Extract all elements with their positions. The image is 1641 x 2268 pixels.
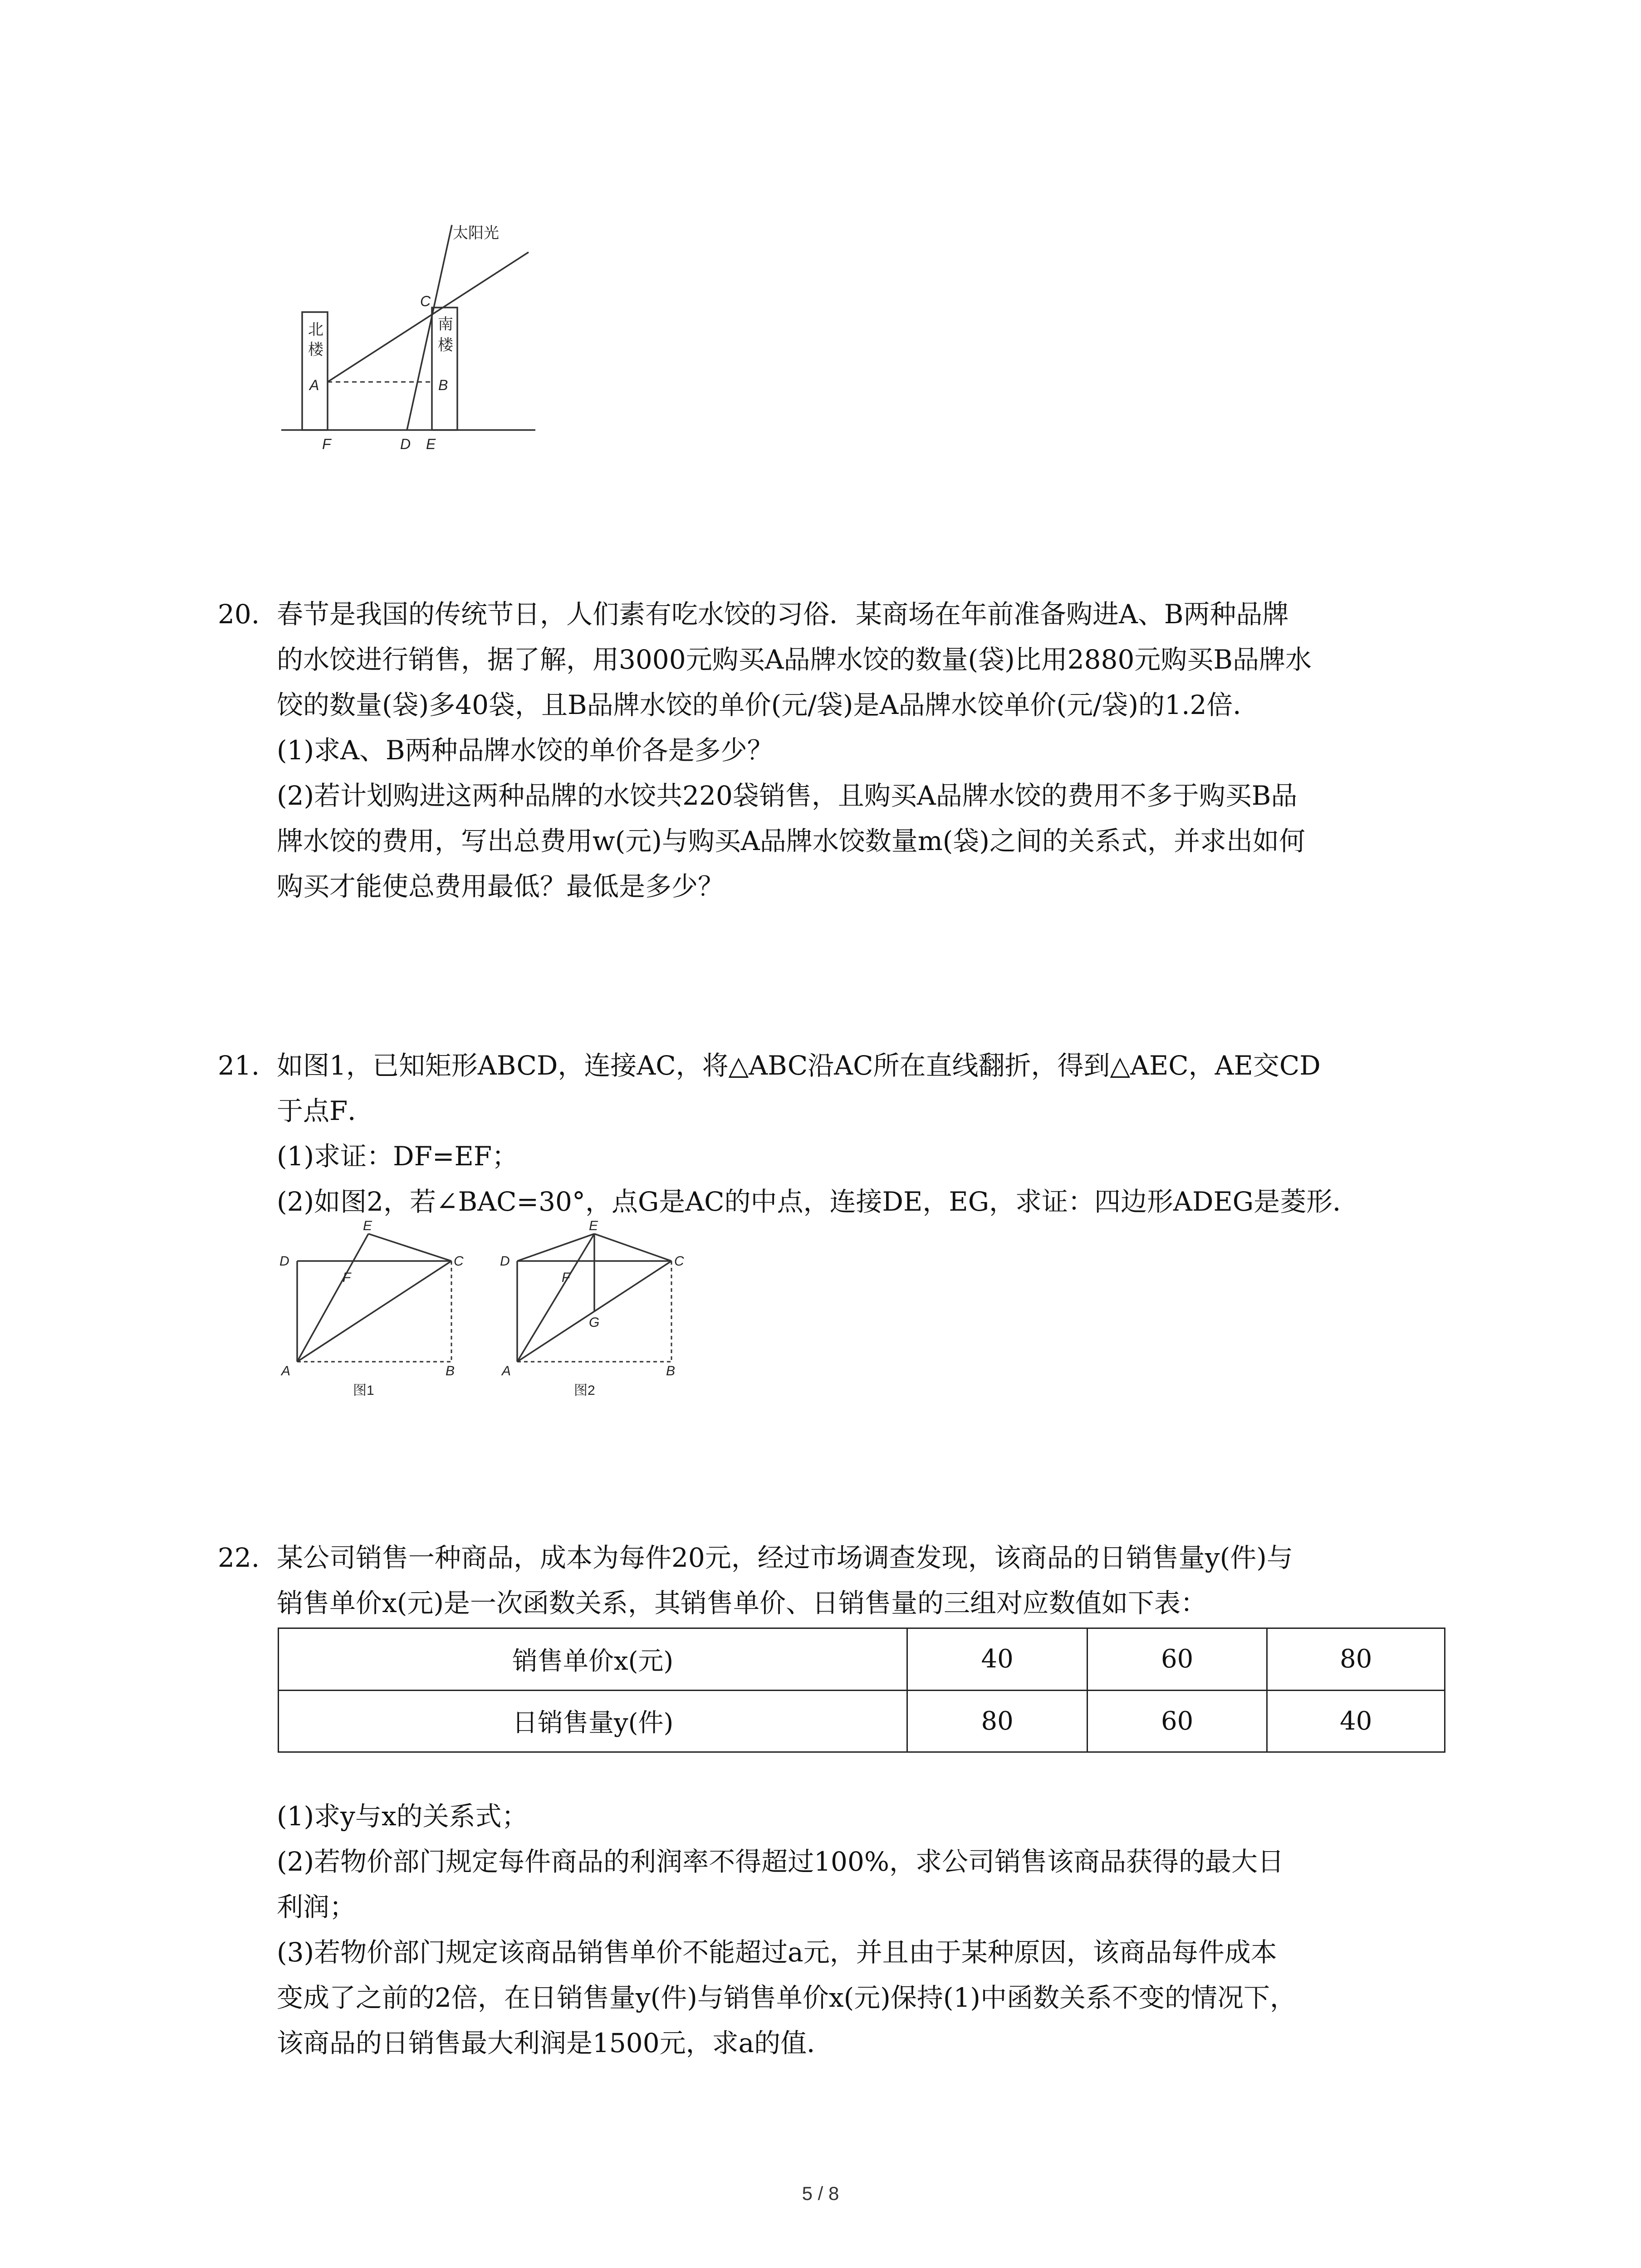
fig2-segment-ec	[594, 1234, 671, 1261]
fig2-label-c: C	[674, 1254, 684, 1269]
q21-line-2: 于点F．	[277, 1095, 374, 1126]
sun-ray-upper	[328, 252, 529, 382]
table-row-header: 日销售量y(件)	[279, 1690, 907, 1752]
table-cell: 60	[1087, 1628, 1267, 1691]
fig2-segment-de	[517, 1234, 594, 1261]
q20-number: 20.	[218, 599, 260, 630]
q22-part-2-line-1: (2)若物价部门规定每件商品的利润率不得超过100%，求公司销售该商品获得的最大日	[277, 1846, 1284, 1877]
south-building-char2: 楼	[438, 337, 453, 354]
fig1-caption: 图1	[353, 1383, 374, 1398]
north-building-char1: 北	[308, 321, 323, 338]
fig2-label-f: F	[562, 1270, 570, 1285]
figure-1-rectangle-fold	[272, 1220, 472, 1402]
point-label-b: B	[438, 377, 448, 393]
fig1-segment-ec	[368, 1234, 451, 1261]
q21-number: 21.	[218, 1050, 260, 1081]
q22-part-1: (1)求y与x的关系式；	[277, 1801, 528, 1832]
q21-part-1: (1)求证：DF=EF；	[277, 1141, 519, 1172]
point-label-e: E	[426, 436, 436, 452]
fig2-caption: 图2	[574, 1383, 595, 1398]
q20-line-1: 春节是我国的传统节日，人们素有吃水饺的习俗．某商场在年前准备购进A、B两种品牌	[277, 599, 1289, 630]
fig1-label-c: C	[454, 1254, 464, 1269]
fig1-label-d: D	[279, 1254, 289, 1269]
table-cell: 80	[1267, 1628, 1445, 1691]
q20-part-2-line-1: (2)若计划购进这两种品牌的水饺共220袋销售，且购买A品牌水饺的费用不多于购买B品	[277, 780, 1298, 811]
fig1-label-a: A	[281, 1364, 291, 1378]
figure-2-rhombus	[495, 1220, 694, 1402]
fig2-label-d: D	[500, 1254, 510, 1269]
page-number: 5 / 8	[802, 2183, 839, 2204]
south-building-char1: 南	[438, 316, 453, 333]
table-row-header: 销售单价x(元)	[279, 1628, 907, 1691]
fig2-label-e: E	[589, 1220, 598, 1233]
fig1-segment-ae	[297, 1234, 368, 1362]
q20-line-3: 饺的数量(袋)多40袋，且B品牌水饺的单价(元/袋)是A品牌水饺单价(元/袋)的1.2倍．	[277, 689, 1259, 720]
q22-part-3-line-1: (3)若物价部门规定该商品销售单价不能超过a元，并且由于某种原因，该商品每件成本	[277, 1937, 1277, 1968]
table-cell: 40	[907, 1628, 1087, 1691]
q20-part-1: (1)求A、B两种品牌水饺的单价各是多少？	[277, 735, 774, 766]
sunlight-label: 太阳光	[453, 225, 499, 242]
table-cell: 60	[1087, 1690, 1267, 1752]
table-cell: 40	[1267, 1690, 1445, 1752]
q20-part-2-line-2: 牌水饺的费用，写出总费用w(元)与购买A品牌水饺数量m(袋)之间的关系式，并求出如何	[277, 826, 1306, 856]
fig1-label-b: B	[446, 1364, 455, 1378]
q22-part-3-line-3: 该商品的日销售最大利润是1500元，求a的值．	[277, 2028, 833, 2058]
fig2-segment-ae	[517, 1234, 594, 1362]
fig1-label-f: F	[343, 1270, 351, 1285]
q22-part-2-line-2: 利润；	[277, 1892, 356, 1922]
fig2-label-a: A	[502, 1364, 511, 1378]
table-row	[279, 1628, 1445, 1691]
north-building-char2: 楼	[308, 341, 323, 358]
price-sales-table	[278, 1628, 1445, 1753]
table-cell: 80	[907, 1690, 1087, 1752]
fig1-diagonal-ac	[297, 1261, 451, 1362]
figure-sunlight-buildings	[272, 213, 554, 467]
q22-number: 22.	[218, 1542, 260, 1573]
q22-line-2: 销售单价x(元)是一次函数关系，其销售单价、日销售量的三组对应数值如下表：	[277, 1588, 1207, 1618]
q22-part-3-line-2: 变成了之前的2倍，在日销售量y(件)与销售单价x(元)保持(1)中函数关系不变的情况下，	[277, 1982, 1297, 2013]
point-label-c: C	[420, 293, 431, 309]
fig2-label-g: G	[589, 1315, 600, 1330]
q21-part-2: (2)如图2，若∠BAC=30°，点G是AC的中点，连接DE，EG，求证：四边形ADEG是菱形．	[277, 1186, 1359, 1217]
fig2-label-b: B	[666, 1364, 676, 1378]
point-label-d: D	[400, 436, 411, 452]
fig1-label-e: E	[363, 1220, 372, 1233]
point-label-a: A	[309, 377, 319, 393]
q21-line-1: 如图1，已知矩形ABCD，连接AC，将△ABC沿AC所在直线翻折，得到△AEC，AE交CD	[277, 1050, 1321, 1081]
q20-line-2: 的水饺进行销售，据了解，用3000元购买A品牌水饺的数量(袋)比用2880元购买B品牌水	[277, 644, 1312, 675]
point-label-f: F	[322, 436, 331, 452]
q20-part-2-line-3: 购买才能使总费用最低？最低是多少？	[277, 871, 725, 902]
q22-line-1: 某公司销售一种商品，成本为每件20元，经过市场调查发现，该商品的日销售量y(件)与	[277, 1542, 1293, 1573]
table-row	[279, 1690, 1445, 1752]
